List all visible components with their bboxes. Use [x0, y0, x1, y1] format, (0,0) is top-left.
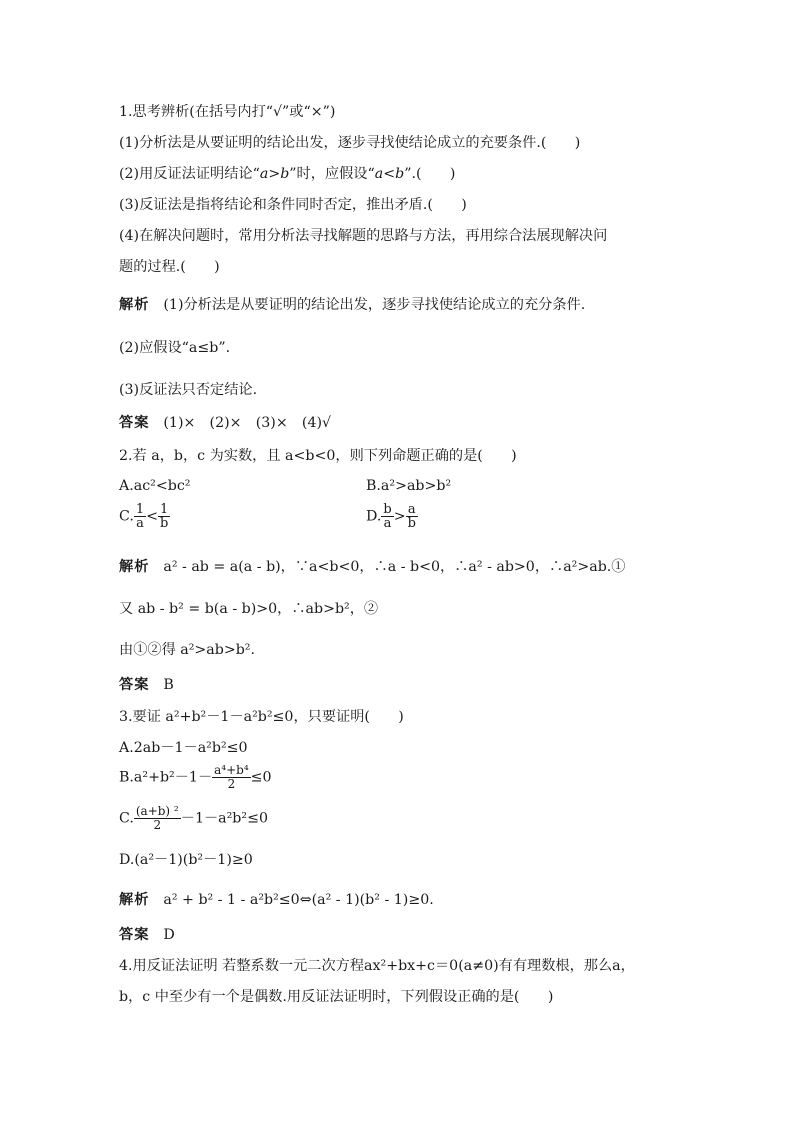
q2-analysis-label: 解析	[119, 559, 150, 575]
q2-option-d-fraction-2	[406, 503, 418, 530]
q2-option-b: B.a²>ab>b²	[366, 478, 452, 494]
q3-option-d: D.(a²－1)(b²－1)≥0	[119, 852, 253, 868]
q1-item-3: (3)反证法是指将结论和条件同时否定，推出矛盾.( )	[119, 197, 467, 213]
q1-analysis-3: (3)反证法只否定结论.	[119, 382, 258, 398]
q1-item-2-var-1: a>b	[259, 166, 290, 182]
fraction-numerator: 1	[158, 503, 170, 517]
q3-analysis-label: 解析	[119, 892, 150, 908]
q3-option-a: A.2ab－1－a²b²≤0	[119, 740, 248, 756]
fraction-numerator: a⁴+b⁴	[214, 763, 249, 777]
q2-option-d-prefix: D.	[366, 508, 382, 525]
q3-analysis-text: a² + b² - 1 - a²b²≤0⇔(a² - 1)(b² - 1)≥0.	[163, 892, 434, 908]
q3-analysis	[119, 890, 434, 910]
q1-item-2-var-2: a<b	[374, 166, 405, 182]
fraction-denominator: 2	[227, 777, 236, 791]
q2-option-c	[119, 503, 170, 530]
fraction-denominator: a	[383, 516, 392, 531]
q2-stem: 2.若 a，b，c 为实数，且 a<b<0，则下列命题正确的是( )	[119, 448, 517, 464]
q2-answer-label: 答案	[119, 677, 150, 693]
q2-analysis-1	[119, 557, 625, 577]
fraction-denominator: 2	[153, 818, 162, 832]
q2-option-d	[366, 503, 418, 530]
q3-option-c-prefix: C.	[119, 810, 134, 827]
q1-analysis-1	[119, 295, 585, 315]
q1-answer	[119, 413, 331, 433]
q3-option-c-suffix: －1－a²b²≤0	[180, 810, 268, 827]
q2-analysis-3: 由①②得 a²>ab>b².	[119, 642, 256, 658]
q1-answer-label: 答案	[119, 415, 150, 431]
q3-answer-text: D	[163, 927, 175, 943]
q1-analysis-text-1: (1)分析法是从要证明的结论出发，逐步寻找使结论成立的充分条件.	[163, 297, 586, 313]
q1-item-1: (1)分析法是从要证明的结论出发，逐步寻找使结论成立的充要条件.( )	[119, 135, 581, 151]
q3-option-c	[119, 805, 268, 832]
q1-title: 1.思考辨析(在括号内打“√”或“×”)	[119, 104, 336, 120]
q1-item-2-part-c: ”.( )	[404, 166, 456, 182]
q4-line-1: 4.用反证法证明 若整系数一元二次方程ax²+bx+c＝0(a≠0)有有理数根，那么a，	[119, 958, 635, 974]
fraction-denominator: b	[407, 516, 416, 531]
q1-item-2-part-b: ”时，应假设“	[289, 166, 375, 182]
q1-item-2-part-a: (2)用反证法证明结论“	[119, 166, 260, 182]
q3-stem: 3.要证 a²+b²－1－a²b²≤0，只要证明( )	[119, 709, 404, 725]
q2-option-a: A.ac²<bc²	[119, 478, 191, 494]
q3-option-b-suffix: ≤0	[250, 769, 272, 786]
fraction-numerator: 1	[135, 502, 145, 517]
q3-answer	[119, 925, 175, 945]
fraction-numerator: b	[383, 502, 392, 517]
q2-analysis-text-1: a² - ab = a(a - b)，∵a<b<0，∴a - b<0，∴a² - ab>0，∴a²>ab.①	[163, 559, 626, 575]
q3-option-c-fraction	[134, 805, 181, 832]
q2-option-c-relation: <	[146, 508, 159, 525]
q3-option-b-fraction	[212, 764, 251, 791]
q3-option-b-prefix: B.a²+b²－1－	[119, 769, 213, 786]
q2-option-d-fraction-1	[381, 503, 393, 530]
fraction-numerator: (a+b) ²	[135, 804, 179, 818]
q4-line-2: b，c 中至少有一个是偶数.用反证法证明时，下列假设正确的是( )	[119, 989, 554, 1005]
q3-option-b	[119, 764, 272, 791]
q1-item-4-line-1: (4)在解决问题时，常用分析法寻找解题的思路与方法，再用综合法展现解决问	[119, 228, 608, 244]
q2-analysis-2: 又 ab - b² = b(a - b)>0，∴ab>b²，②	[119, 601, 379, 617]
q2-answer-text: B	[163, 677, 174, 693]
fraction-denominator: b	[160, 516, 169, 531]
q2-answer	[119, 675, 174, 695]
fraction-denominator: a	[136, 516, 144, 531]
q2-option-c-fraction-2	[158, 503, 170, 530]
q1-analysis-label: 解析	[119, 297, 150, 313]
q1-analysis-2: (2)应假设“a≤b”.	[119, 340, 231, 356]
q2-option-c-fraction-1	[134, 503, 146, 530]
q3-answer-label: 答案	[119, 927, 150, 943]
q1-item-4-line-2: 题的过程.( )	[119, 259, 220, 275]
q2-option-c-prefix: C.	[119, 508, 134, 525]
q1-answer-text: (1)× (2)× (3)× (4)√	[163, 415, 332, 431]
q2-option-d-relation: >	[393, 508, 406, 525]
fraction-numerator: a	[406, 503, 418, 517]
q1-item-2	[119, 164, 455, 184]
